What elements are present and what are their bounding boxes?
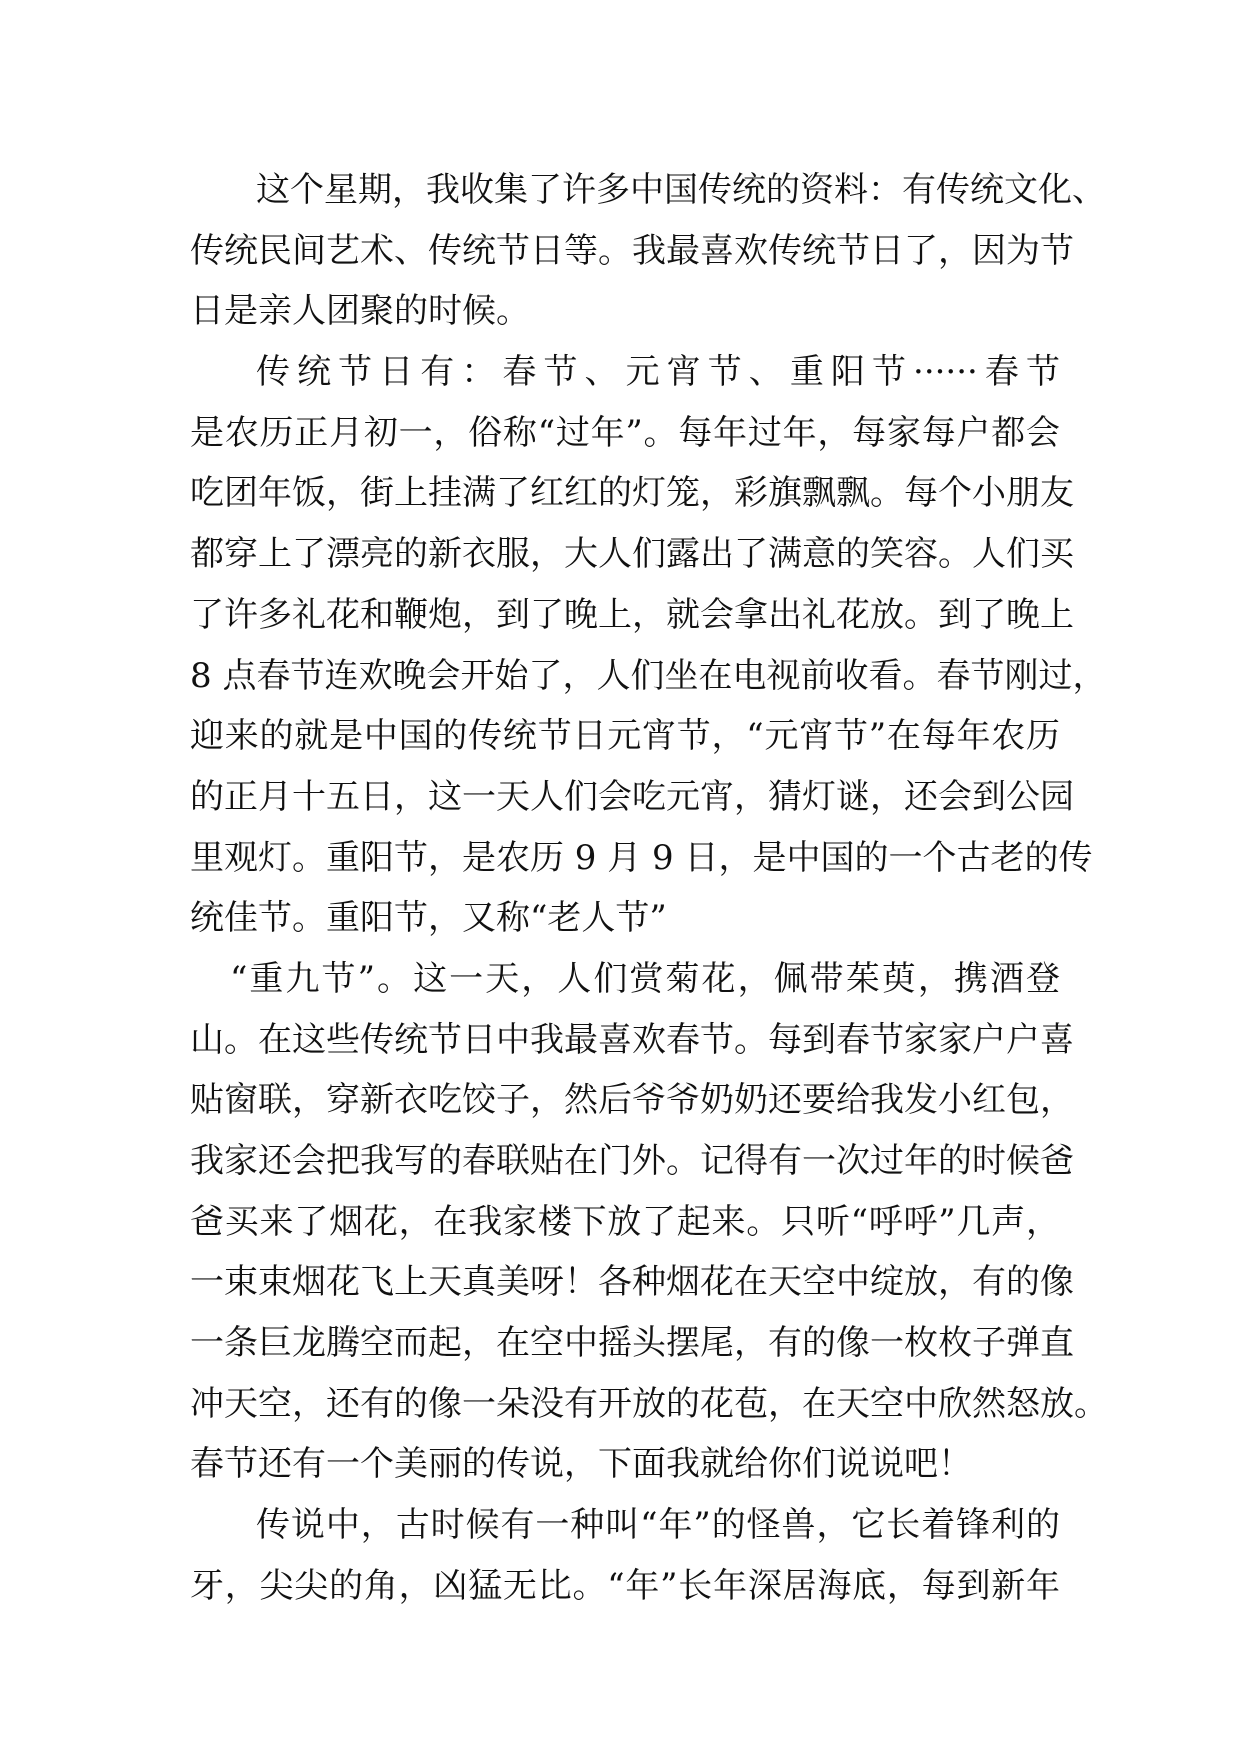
text-line: 这个星期，我收集了许多中国传统的资料：有传统文化、 xyxy=(256,170,1106,210)
text-line: 山。在这些传统节日中我最喜欢春节。每到春节家家户户喜 xyxy=(190,1019,1074,1060)
text-line: 统佳节。重阳节，又称“老人节” xyxy=(190,898,667,939)
text-line: “重九节”。这一天，人们赏菊花，佩带茱萸，携酒登 xyxy=(230,958,1060,999)
text-line: 了许多礼花和鞭炮，到了晚上，就会拿出礼花放。到了晚上 xyxy=(190,594,1074,635)
text-line: 的正月十五日，这一天人们会吃元宵，猜灯谜，还会到公园 xyxy=(190,776,1074,817)
text-line: 8 点春节连欢晚会开始了，人们坐在电视前收看。春节刚过， xyxy=(190,655,1107,696)
text-line: 迎来的就是中国的传统节日元宵节，“元宵节”在每年农历 xyxy=(190,716,1060,757)
text-line: 冲天空，还有的像一朵没有开放的花苞，在天空中欣然怒放。 xyxy=(190,1383,1108,1424)
body-text xyxy=(190,160,1108,1617)
text-line: 一束束烟花飞上天真美呀！各种烟花在天空中绽放，有的像 xyxy=(190,1262,1074,1303)
text-line: 传统节日有：春节、元宵节、重阳节······春节 xyxy=(256,352,1060,393)
text-line: 贴窗联，穿新衣吃饺子，然后爷爷奶奶还要给我发小红包， xyxy=(190,1080,1074,1121)
text-line: 爸买来了烟花，在我家楼下放了起来。只听“呼呼”几声， xyxy=(190,1201,1060,1242)
text-line: 传说中，古时候有一种叫“年”的怪兽，它长着锋利的 xyxy=(256,1505,1060,1546)
text-line: 是农历正月初一，俗称“过年”。每年过年，每家每户都会 xyxy=(190,412,1060,453)
text-line: 我家还会把我写的春联贴在门外。记得有一次过年的时候爸 xyxy=(190,1141,1074,1181)
text-line: 一条巨龙腾空而起，在空中摇头摆尾，有的像一枚枚子弹直 xyxy=(190,1323,1074,1364)
text-line: 里观灯。重阳节，是农历 9 月 9 日，是中国的一个古老的传 xyxy=(190,837,1093,878)
text-line: 都穿上了漂亮的新衣服，大人们露出了满意的笑容。人们买 xyxy=(190,534,1074,575)
text-line: 吃团年饭，街上挂满了红红的灯笼，彩旗飘飘。每个小朋友 xyxy=(190,473,1074,514)
text-line: 牙，尖尖的角，凶猛无比。“年”长年深居海底，每到新年 xyxy=(190,1565,1060,1606)
text-line: 传统民间艺术、传统节日等。我最喜欢传统节日了，因为节 xyxy=(190,230,1074,271)
text-line: 日是亲人团聚的时候。 xyxy=(190,291,530,332)
text-line: 春节还有一个美丽的传说，下面我就给你们说说吧！ xyxy=(190,1444,972,1485)
